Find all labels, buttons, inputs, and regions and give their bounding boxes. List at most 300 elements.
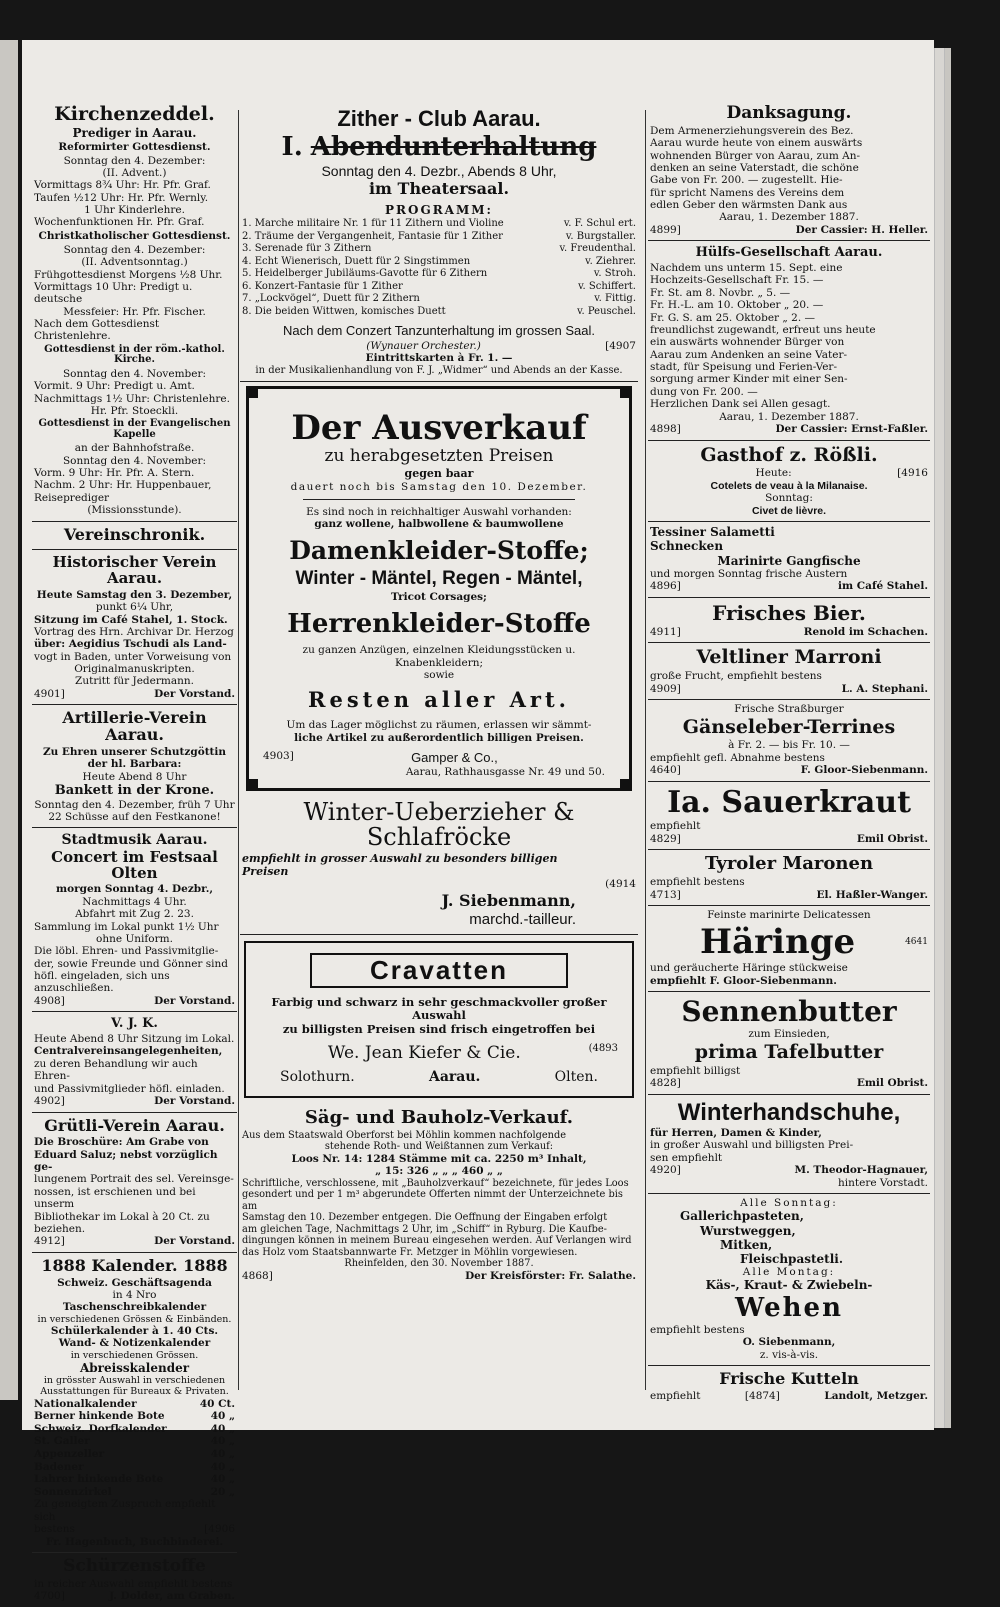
text-line: (II. Advent.) bbox=[102, 166, 167, 179]
program-piece: 8. Die beiden Wittwen, komisches Duett bbox=[242, 305, 446, 317]
text-line: vogt in Baden, unter Vorweisung von bbox=[34, 650, 232, 663]
ad-historischer-verein bbox=[32, 550, 237, 705]
text-line: Schülerkalender à 1. 40 Cts. bbox=[50, 1325, 219, 1338]
text-line: Rheinfelden, den 30. November 1887. bbox=[344, 1258, 534, 1270]
ad-kirchenzeddel bbox=[32, 100, 237, 522]
text-line: liche Artikel zu außerordentlich billigen Preisen. bbox=[294, 731, 584, 744]
text-line: lungenem Portrait des sel. Vereinsge- bbox=[34, 1173, 234, 1186]
ad-number: 4896] bbox=[650, 580, 681, 593]
ad-number: [4874] bbox=[744, 1389, 780, 1402]
ad-haeringe bbox=[648, 906, 930, 992]
text-line: Alle Sonntag: bbox=[740, 1197, 838, 1209]
text-line: Taufen ½12 Uhr: Hr. Pfr. Wernly. bbox=[34, 191, 209, 204]
subheading: Reformirter Gottesdienst. bbox=[58, 140, 211, 153]
subheading: zu herabgesetzten Preisen bbox=[324, 446, 554, 467]
text-line: (Missionsstunde). bbox=[87, 504, 182, 517]
text-line: das Holz vom Staatsbannwarte Fr. Metzger in Möhlin vorgewiesen. bbox=[242, 1246, 578, 1258]
text-line: Cotelets de veau à la Milanaise. bbox=[710, 480, 868, 493]
price-row bbox=[34, 1435, 235, 1448]
heading: Cravatten bbox=[310, 953, 568, 988]
text-line: Mitken, bbox=[720, 1237, 773, 1252]
ad-number: 4713] bbox=[650, 888, 681, 901]
text-line: ohne Uniform. bbox=[96, 932, 173, 945]
text-line: Es sind noch in reichhaltiger Auswahl vorhanden: bbox=[306, 505, 572, 518]
heading: Frisches Bier. bbox=[712, 600, 866, 625]
text-line: Abreisskalender bbox=[79, 1360, 190, 1375]
text-line: freundlichst zugewandt, erfreut uns heute bbox=[650, 323, 876, 336]
program-item bbox=[242, 281, 636, 294]
text-line: Schnecken bbox=[650, 539, 724, 554]
ad-winterhandschuhe bbox=[648, 1095, 930, 1194]
heading: Winterhandschuhe, bbox=[677, 1098, 901, 1126]
ad-number: 4899] bbox=[650, 223, 681, 236]
program-piece: 1. Marche militaire Nr. 1 für 11 Zithern und Violine bbox=[242, 218, 504, 230]
text-line: Sonntag den 4. Dezember: bbox=[63, 243, 206, 256]
heading: Sennenbutter bbox=[681, 995, 897, 1029]
text-line: wohnenden Bürger von Aarau, zum An- bbox=[650, 149, 861, 162]
text-line: Farbig und schwarz in sehr geschmackvoller großer Auswahl bbox=[271, 994, 607, 1023]
text-line: Messfeier: Hr. Pfr. Fischer. bbox=[63, 305, 206, 318]
signature: Landolt, Metzger. bbox=[824, 1389, 928, 1402]
signature: Der Vorstand. bbox=[154, 1235, 235, 1248]
text-line: Zu Ehren unserer Schutzgöttin bbox=[42, 746, 227, 759]
text-line: große Frucht, empfiehlt bestens bbox=[650, 670, 822, 683]
text-line: Nachmittags 4 Uhr. bbox=[82, 895, 187, 908]
program-item bbox=[242, 256, 636, 269]
text-line: Die Broschüre: Am Grabe von bbox=[34, 1136, 209, 1149]
text-line: stadt, für Speisung und Ferien-Ver- bbox=[650, 361, 837, 374]
text-line: für Herren, Damen & Kinder, bbox=[650, 1126, 822, 1139]
text-line: Fr. G. S. am 25. Oktober „ 2. — bbox=[650, 311, 816, 324]
corner-ornament bbox=[246, 779, 258, 791]
column-middle bbox=[240, 100, 638, 1287]
text-line: Aus dem Staatswald Oberforst bei Möhlin kommen nachfolgende bbox=[242, 1129, 567, 1141]
firm-name: Gamper & Co., bbox=[411, 750, 498, 766]
ad-number: [4907 bbox=[605, 339, 636, 352]
text-line: Tricot Corsages; bbox=[391, 590, 487, 603]
heading: Veltliner Marroni bbox=[696, 646, 882, 669]
text-line: Hr. Pfr. Stoeckli. bbox=[90, 404, 179, 417]
text-line: und morgen Sonntag frische Austern bbox=[650, 567, 848, 580]
ad-number: (4893 bbox=[588, 1042, 618, 1054]
heading: Schürzenstoffe bbox=[63, 1556, 206, 1577]
ad-number: 4920] bbox=[650, 1164, 681, 1177]
price-value: 40 „ bbox=[210, 1435, 235, 1448]
program-composer: v. Schiffert. bbox=[578, 280, 636, 292]
text-line: der, sowie Freunde und Gönner sind bbox=[34, 957, 229, 970]
text-line: Sammlung im Lokal punkt 1½ Uhr bbox=[34, 920, 219, 933]
program-item bbox=[242, 306, 636, 319]
text-line: empfiehlt bbox=[650, 820, 701, 833]
heading: Häringe bbox=[699, 921, 856, 962]
program-item bbox=[242, 218, 636, 231]
text-line: Nachdem uns unterm 15. Sept. eine bbox=[650, 262, 843, 275]
text-line: zum Einsieden, bbox=[748, 1028, 830, 1041]
ad-schuerzenstoffe bbox=[32, 1553, 237, 1607]
program-piece: 3. Serenade für 3 Zithern bbox=[242, 243, 372, 255]
text-line: Heute Abend 8 Uhr Sitzung im Lokal. bbox=[34, 1033, 235, 1046]
ad-frisches-bier bbox=[648, 598, 930, 644]
text-line: in 4 Nro bbox=[112, 1289, 157, 1302]
text-line: empfiehlt bestens bbox=[650, 876, 745, 889]
heading: Gänseleber-Terrines bbox=[682, 715, 896, 738]
text-line: Vortrag des Hrn. Archivar Dr. Herzog bbox=[34, 625, 234, 638]
ad-number: [4916 bbox=[897, 467, 928, 480]
text-line: Fr. St. am 8. Novbr. „ 5. — bbox=[650, 286, 791, 299]
text-line: Zu geneigtem Zuspruch empfiehlt sich bbox=[34, 1498, 216, 1523]
price-value: 20 „ bbox=[210, 1485, 235, 1498]
ad-winter-ueberzieher bbox=[240, 795, 638, 934]
subheading: Christkatholischer Gottesdienst. bbox=[38, 229, 231, 242]
text-line: Fleischpastetli. bbox=[740, 1251, 843, 1266]
text-line: Centralvereinsangelegenheiten, bbox=[34, 1045, 223, 1058]
signature: im Café Stahel. bbox=[838, 580, 928, 593]
column-right bbox=[648, 100, 930, 1406]
text-line: Heute Samstag den 3. Dezember, bbox=[36, 588, 233, 601]
heading: Wehen bbox=[735, 1292, 843, 1323]
program-item bbox=[242, 268, 636, 281]
price-value: 40 Ct. bbox=[199, 1397, 235, 1410]
text-line: dauert noch bis Samstag den 10. Dezember. bbox=[290, 480, 588, 493]
text-line: empfiehlt billigst bbox=[650, 1064, 741, 1077]
text-line: an der Bahnhofstraße. bbox=[74, 442, 195, 455]
ad-number: 4911] bbox=[650, 625, 681, 638]
ad-tyroler-maronen bbox=[648, 850, 930, 906]
price-name: St. Galler bbox=[34, 1435, 90, 1448]
program-item bbox=[242, 243, 636, 256]
text-line: dung von Fr. 200. — bbox=[650, 385, 758, 398]
heading: 1888 Kalender. 1888 bbox=[41, 1255, 228, 1275]
signature: Der Cassier: Ernst-Faßler. bbox=[775, 422, 928, 435]
price-name: Lahrer hinkende Bote bbox=[34, 1473, 164, 1486]
ad-number: 4898] bbox=[650, 422, 681, 435]
ad-sauerkraut bbox=[648, 782, 930, 850]
text-line: Vormittags 8¾ Uhr: Hr. Pfr. Graf. bbox=[34, 179, 211, 192]
text-line: Samstag den 10. Dezember entgegen. Die Oeffnung der Eingaben erfolgt bbox=[242, 1212, 608, 1224]
ad-number: 4640] bbox=[650, 764, 681, 777]
subheading: Gottesdienst in der Evangelischen Kapelle bbox=[38, 418, 231, 440]
program-piece: 4. Echt Wienerisch, Duett für 2 Singstimmen bbox=[242, 255, 471, 267]
ad-vjk bbox=[32, 1012, 237, 1112]
text-line: Aarau zum Andenken an seine Vater- bbox=[650, 348, 848, 361]
text-line: empfiehlt in grosser Auswahl zu besonders billigen Preisen bbox=[242, 851, 558, 878]
program-item bbox=[242, 231, 636, 244]
text-line: Loos Nr. 14: 1284 Stämme mit ca. 2250 m³ Inhalt, bbox=[291, 1152, 587, 1165]
ad-number: 4829] bbox=[650, 832, 681, 845]
text-line: der hl. Barbara: bbox=[87, 758, 182, 771]
signature: Renold im Schachen. bbox=[803, 625, 928, 638]
text-line: beziehen. bbox=[34, 1222, 86, 1235]
program-composer: v. Burgstaller. bbox=[565, 230, 636, 242]
event-title: Abendunterhaltung bbox=[310, 132, 597, 163]
heading: Ia. Sauerkraut bbox=[667, 784, 911, 820]
text-line: Schweiz. Geschäftsagenda bbox=[57, 1276, 212, 1289]
text-line: in reicher Auswahl empfiehlt bestens bbox=[34, 1577, 233, 1590]
price-name: Schweiz. Dorfkalender bbox=[34, 1422, 167, 1435]
price-row bbox=[34, 1448, 235, 1461]
heading: Herrenkleider-Stoffe bbox=[287, 608, 591, 639]
ad-gaenseleber bbox=[648, 700, 930, 782]
text-line: (II. Adventsonntag.) bbox=[81, 256, 188, 269]
price-row bbox=[34, 1398, 235, 1411]
price-row bbox=[34, 1461, 235, 1474]
event-date: Sonntag den 4. Dezbr., Abends 8 Uhr, bbox=[321, 163, 557, 180]
signature: O. Siebenmann, bbox=[742, 1336, 836, 1349]
ad-saeg-bauholz bbox=[240, 1104, 638, 1287]
text-line: Frische Straßburger bbox=[734, 703, 844, 716]
ad-number: 4912] bbox=[34, 1235, 65, 1248]
text-line: sorgung armer Kinder mit einer Sen- bbox=[650, 373, 848, 386]
text-line: Vorm. 9 Uhr: Hr. Pfr. A. Stern. bbox=[34, 467, 195, 480]
text-line: Bibliothekar im Lokal à 20 Ct. zu bbox=[34, 1210, 210, 1223]
text-line: „ 15: 326 „ „ „ 460 „ „ bbox=[375, 1165, 503, 1178]
text-line: Vormittags 10 Uhr: Predigt u. deutsche bbox=[34, 280, 193, 306]
signature: Emil Obrist. bbox=[856, 832, 928, 845]
text-line: gesondert und per 1 m³ abgerundete Offerten nimmt der Unterzeichnete bis am bbox=[242, 1189, 623, 1212]
page-stack-edge bbox=[944, 48, 951, 1428]
address: Aarau, Rathhausgasse Nr. 49 und 50. bbox=[405, 765, 605, 778]
ad-sennenbutter bbox=[648, 992, 930, 1095]
program-composer: v. Stroh. bbox=[593, 268, 636, 280]
text-line: Sonntag den 4. Dezember, früh 7 Uhr bbox=[34, 798, 235, 811]
text-line: Marinirte Gangfische bbox=[717, 553, 861, 568]
price-name: Berner hinkende Bote bbox=[34, 1410, 165, 1423]
text-line: Tessiner Salametti bbox=[650, 525, 775, 540]
signature: Fr. Hagenbuch, Buchbinderei. bbox=[45, 1535, 224, 1548]
heading: Hülfs-Gesellschaft Aarau. bbox=[695, 245, 883, 261]
heading: Winter - Mäntel, Regen - Mäntel, bbox=[295, 567, 583, 589]
text-line: Aarau, 1. Dezember 1887. bbox=[719, 410, 859, 423]
ad-artillerie-verein bbox=[32, 705, 237, 828]
ad-number: 4902] bbox=[34, 1094, 65, 1107]
city: Solothurn. bbox=[280, 1069, 355, 1085]
text-line: Die löbl. Ehren- und Passivmitglie- bbox=[34, 945, 219, 958]
column-rule bbox=[238, 110, 239, 1390]
text-line: Taschenschreibkalender bbox=[62, 1301, 207, 1314]
ad-number: 4828] bbox=[650, 1077, 681, 1090]
price-row bbox=[34, 1423, 235, 1436]
heading: Concert im Festsaal Olten bbox=[51, 847, 218, 882]
program-item bbox=[242, 293, 636, 306]
heading: Damenkleider-Stoffe; bbox=[289, 536, 589, 566]
price-value: 40 „ bbox=[210, 1447, 235, 1460]
text-line: Um das Lager möglichst zu räumen, erlassen wir sämmt- bbox=[286, 719, 592, 732]
ad-kalender bbox=[32, 1253, 237, 1553]
text-line: höfl. eingeladen, sich uns anzuschließen. bbox=[34, 970, 170, 995]
text-line: Originalmanuskripten. bbox=[74, 663, 195, 676]
price-value: 40 „ bbox=[210, 1473, 235, 1486]
signature: El. Haßler-Wanger. bbox=[816, 888, 928, 901]
heading: Säg- und Bauholz-Verkauf. bbox=[304, 1106, 574, 1128]
price-name: Badener bbox=[34, 1460, 84, 1473]
text-line: à Fr. 2. — bis Fr. 10. — bbox=[728, 739, 850, 752]
ad-number: 4700] bbox=[34, 1590, 65, 1603]
merchant-name: J. Siebenmann, bbox=[441, 891, 576, 911]
text-line: empfiehlt bestens bbox=[650, 1323, 745, 1336]
text-line: bestens bbox=[34, 1523, 75, 1536]
text-line: in der Musikalienhandlung von F. J. „Widmer“ und Abends an der Kasse. bbox=[255, 364, 623, 376]
ad-danksagung bbox=[648, 100, 930, 241]
text-line: Wurstweggen, bbox=[700, 1223, 796, 1238]
text-line: Aarau, 1. Dezember 1887. bbox=[719, 211, 859, 224]
text-line: zu billigsten Preisen sind frisch eingetroffen bei bbox=[282, 1022, 596, 1037]
text-line: Hochzeits-Gesellschaft Fr. 15. — bbox=[650, 274, 824, 287]
ad-number: 4903] bbox=[263, 750, 294, 763]
text-line: und geräucherte Häringe stückweise bbox=[650, 962, 848, 975]
text-line: Nachmittags 1½ Uhr: Christenlehre. bbox=[34, 392, 230, 405]
ad-frische-kutteln bbox=[648, 1366, 930, 1406]
heading: Stadtmusik Aarau. bbox=[61, 832, 208, 849]
price-row bbox=[34, 1410, 235, 1423]
text-line: (Wynauer Orchester.) bbox=[366, 339, 481, 352]
heading: Grütli-Verein Aarau. bbox=[44, 1115, 225, 1135]
text-line: Ausstattungen für Bureaux & Privaten. bbox=[40, 1386, 229, 1398]
text-line: Bankett in der Krone. bbox=[54, 783, 215, 799]
text-line: Gabe von Fr. 200. — zugestellt. Hie- bbox=[650, 174, 843, 187]
ad-number: 4901] bbox=[34, 687, 65, 700]
heading: Danksagung. bbox=[726, 103, 852, 123]
heading: Vereinschronik. bbox=[63, 524, 206, 544]
text-line: ganz wollene, halbwollene & baumwollene bbox=[314, 518, 564, 531]
ad-number: 4908] bbox=[34, 994, 65, 1007]
text-line: empfiehlt F. Gloor-Siebenmann. bbox=[650, 974, 837, 987]
text-line: über: Aegidius Tschudi als Land- bbox=[34, 638, 227, 651]
heading: V. J. K. bbox=[111, 1016, 158, 1032]
text-line: und Passivmitglieder höfl. einladen. bbox=[34, 1082, 225, 1095]
program-title: PROGRAMM: bbox=[385, 202, 493, 217]
signature: M. Theodor-Hagnauer, bbox=[794, 1164, 928, 1177]
adjacent-page-edge bbox=[0, 40, 18, 1400]
ad-tessiner bbox=[648, 522, 930, 597]
text-line: Eduard Saluz; nebst vorzüglich ge- bbox=[34, 1148, 218, 1174]
text-line: ein auswärts wohnender Bürger von bbox=[650, 336, 845, 349]
text-line: Käs-, Kraut- & Zwiebeln- bbox=[705, 1278, 873, 1293]
subheading: Gottesdienst in der röm.-kathol. Kirche. bbox=[44, 343, 225, 366]
heading: Tyroler Maronen bbox=[704, 853, 874, 875]
heading: Gasthof z. Rößli. bbox=[700, 443, 878, 466]
text-line: Alle Montag: bbox=[742, 1266, 836, 1278]
heading: Kirchenzeddel. bbox=[54, 103, 215, 125]
roman-numeral: I. bbox=[281, 132, 303, 163]
city: Aarau. bbox=[428, 1069, 481, 1085]
program-composer: v. Fittig. bbox=[594, 293, 636, 305]
program-piece: 7. „Lockvögel“, Duett für 2 Zithern bbox=[242, 293, 420, 305]
text-line: Sonntag den 4. November: bbox=[62, 454, 207, 467]
text-line: Sitzung im Café Stahel, 1. Stock. bbox=[34, 613, 228, 626]
signature: Der Kreisförster: Fr. Salathe. bbox=[465, 1269, 636, 1282]
signature: L. A. Stephani. bbox=[841, 682, 928, 695]
text-line: Aarau wurde heute von einem auswärts bbox=[650, 137, 863, 150]
price-name: Appenzeller bbox=[34, 1447, 104, 1460]
subheading: gegen baar bbox=[404, 467, 474, 481]
text-line: Nach dem Conzert Tanzunterhaltung im grossen Saal. bbox=[283, 323, 595, 339]
heading: prima Tafelbutter bbox=[694, 1040, 884, 1063]
program-piece: 5. Heidelberger Jubiläums-Gavotte für 6 Zithern bbox=[242, 268, 488, 280]
firm-name: We. Jean Kiefer & Cie. bbox=[327, 1042, 521, 1063]
program-list bbox=[242, 218, 636, 318]
text-line: Vormit. 9 Uhr: Predigt u. Amt. bbox=[34, 380, 195, 393]
heading: Der Ausverkauf bbox=[291, 407, 587, 448]
signature: Der Vorstand. bbox=[154, 687, 235, 700]
text-line: Fr. H.-L. am 10. Oktober „ 20. — bbox=[650, 299, 824, 312]
text-line: Civet de lièvre. bbox=[751, 504, 827, 517]
text-line: in verschiedenen Grössen. bbox=[70, 1349, 199, 1361]
address: z. vis-à-vis. bbox=[759, 1348, 819, 1361]
address: hintere Vorstadt. bbox=[838, 1176, 928, 1189]
text-line: Schriftliche, verschlossene, mit „Bauholzverkauf“ bezeichnete, für jedes Loos bbox=[242, 1177, 629, 1189]
price-name: Sonnenzirkel bbox=[34, 1485, 112, 1498]
ad-number: 4641 bbox=[905, 936, 928, 947]
text-line: in grösster Auswahl in verschiedenen bbox=[43, 1375, 226, 1387]
corner-ornament bbox=[620, 779, 632, 791]
text-line: Nach dem Gottesdienst Christenlehre. bbox=[34, 318, 160, 343]
corner-ornament bbox=[620, 386, 632, 398]
text-line: denken an seine Vaterstadt, die schöne bbox=[650, 161, 859, 174]
ad-vereinschronik bbox=[32, 522, 237, 551]
text-line: dingungen können in meinem Bureau eingesehen werden. Auf Verlangen wird bbox=[242, 1235, 632, 1247]
ad-number: 4909] bbox=[650, 682, 681, 695]
text-line: empfiehlt gefl. Abnahme bestens bbox=[650, 751, 825, 764]
text-line: zu ganzen Anzügen, einzelnen Kleidungsstücken u. Knabenkleidern; bbox=[302, 644, 576, 669]
text-line: Dem Armenerziehungsverein des Bez. bbox=[650, 124, 854, 137]
corner-ornament bbox=[246, 386, 258, 398]
text-line: Zutritt für Jedermann. bbox=[75, 675, 194, 688]
signature: Der Vorstand. bbox=[154, 994, 235, 1007]
text-line: Nachm. 2 Uhr: Hr. Huppenbauer, Reiseprediger bbox=[34, 479, 212, 504]
ad-gruetli-verein bbox=[32, 1113, 237, 1253]
text-line: Sonntag den 4. November: bbox=[62, 367, 207, 380]
text-line: Feinste marinirte Delicatessen bbox=[707, 909, 871, 922]
heading: Artillerie-Verein Aarau. bbox=[62, 708, 207, 745]
text-line: Eintrittskarten à Fr. 1. — bbox=[365, 352, 513, 365]
subheading: Prediger in Aarau. bbox=[72, 125, 197, 140]
heading: Frische Kutteln bbox=[719, 1368, 859, 1388]
price-name: Nationalkalender bbox=[34, 1397, 137, 1410]
ad-stadtmusik bbox=[32, 828, 237, 1012]
text-line: edlen Geber den wärmsten Dank aus bbox=[650, 199, 848, 212]
text-line: stehende Roth- und Weißtannen zum Verkauf: bbox=[324, 1141, 554, 1153]
text-line: sen empfiehlt bbox=[650, 1151, 723, 1164]
price-value: 40 „ bbox=[210, 1460, 235, 1473]
text-line: 1 Uhr Kinderlehre. bbox=[84, 204, 185, 217]
heading: Winter-Ueberzieher & Schlafröcke bbox=[303, 798, 575, 852]
text-line: Sonntag den 4. Dezember: bbox=[63, 154, 206, 167]
program-composer: v. Peuschel. bbox=[577, 305, 636, 317]
program-piece: 2. Träume der Vergangenheit, Fantasie für 1 Zither bbox=[242, 230, 503, 242]
ad-zither-club bbox=[240, 100, 638, 382]
merchant-trade: marchd.-tailleur. bbox=[469, 910, 576, 928]
ad-gasthof-roessli bbox=[648, 441, 930, 523]
price-row bbox=[34, 1473, 235, 1486]
ad-huelfs-gesellschaft bbox=[648, 241, 930, 440]
city: Olten. bbox=[554, 1069, 598, 1085]
signature: Der Cassier: H. Heller. bbox=[795, 223, 928, 236]
text-line: Frühgottesdienst Morgens ½8 Uhr. bbox=[34, 268, 223, 281]
text-line: nossen, ist erschienen und bei unserm bbox=[34, 1185, 196, 1211]
text-line: in verschiedenen Grössen & Einbänden. bbox=[37, 1313, 232, 1325]
price-value: 40 „ bbox=[210, 1410, 235, 1423]
text-line: Wand- & Notizenkalender bbox=[58, 1337, 211, 1350]
text-line: 22 Schüsse auf den Festkanone! bbox=[48, 810, 221, 823]
program-composer: v. Ziehrer. bbox=[585, 255, 636, 267]
text-line: sowie bbox=[423, 669, 455, 682]
column-left bbox=[32, 100, 237, 1607]
program-composer: v. F. Schul ert. bbox=[563, 218, 636, 230]
text-line: zu deren Behandlung wir auch Ehren- bbox=[34, 1057, 198, 1083]
signature: F. Gloor-Siebenmann. bbox=[800, 764, 928, 777]
signature: Emil Obrist. bbox=[856, 1077, 928, 1090]
heading: Resten aller Art. bbox=[308, 687, 570, 713]
